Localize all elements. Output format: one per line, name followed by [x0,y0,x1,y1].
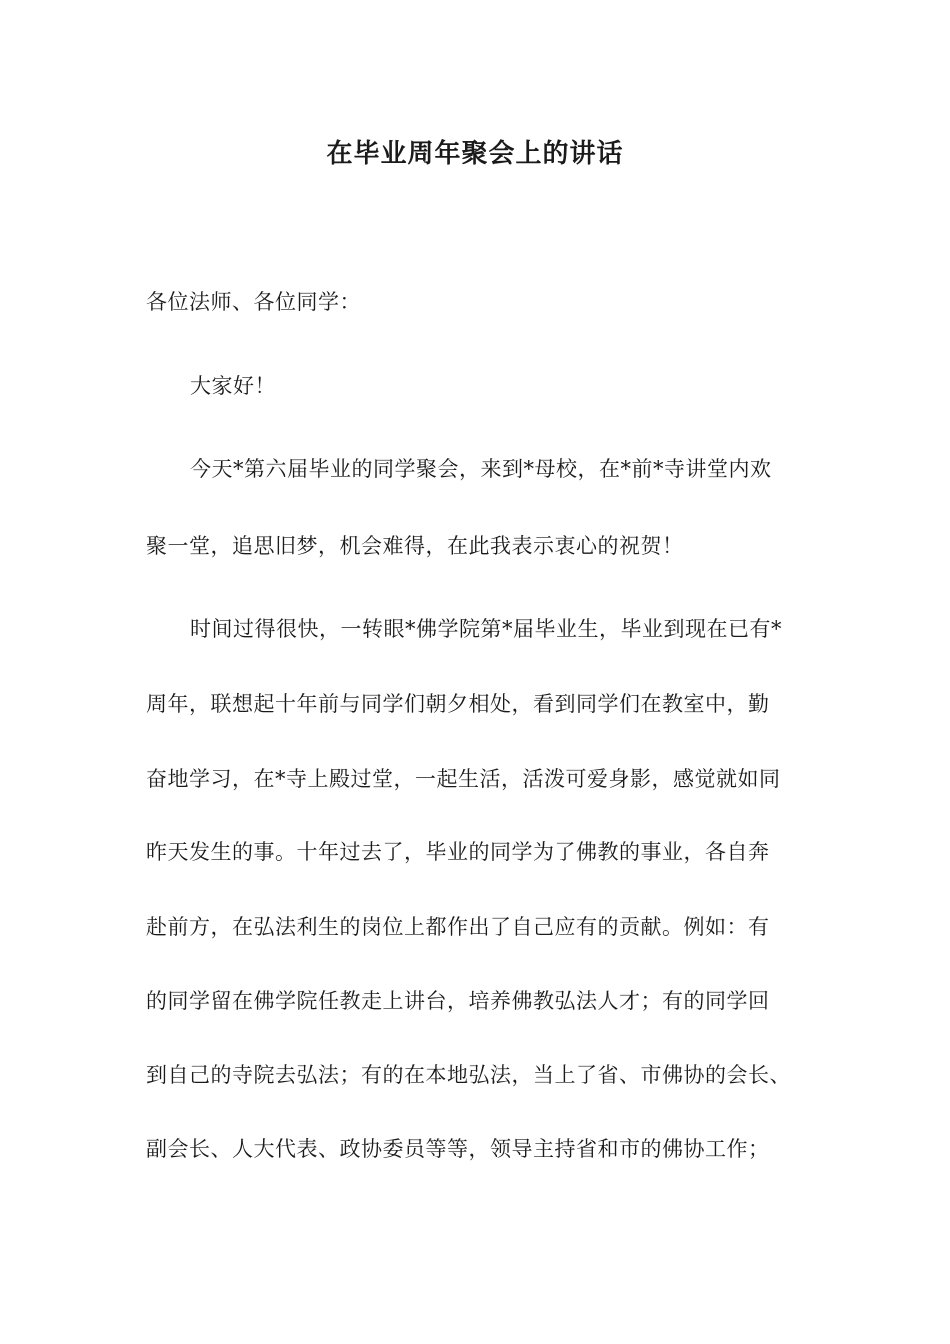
paragraph-line: 副会长、人大代表、政协委员等等，领导主持省和市的佛协工作； [146,1137,770,1161]
paragraph-line: 赴前方，在弘法利生的岗位上都作出了自己应有的贡献。例如：有 [146,915,770,939]
document-title: 在毕业周年聚会上的讲话 [326,139,624,169]
paragraph-line: 的同学留在佛学院任教走上讲台，培养佛教弘法人才；有的同学回 [146,989,770,1013]
paragraph-line: 到自己的寺院去弘法；有的在本地弘法，当上了省、市佛协的会长、 [146,1063,791,1087]
salutation: 各位法师、各位同学： [146,290,361,314]
paragraph-line: 聚一堂，追思旧梦，机会难得，在此我表示衷心的祝贺！ [146,534,684,558]
paragraph-line: 昨天发生的事。十年过去了，毕业的同学为了佛教的事业，各自奔 [146,840,770,864]
paragraph-line: 奋地学习，在*寺上殿过堂，一起生活，活泼可爱身影，感觉就如同 [146,767,781,791]
paragraph-line: 周年，联想起十年前与同学们朝夕相处，看到同学们在教室中，勤 [146,692,770,716]
paragraph-line: 时间过得很快，一转眼*佛学院第*届毕业生，毕业到现在已有* [190,617,782,641]
greeting: 大家好！ [190,374,276,398]
paragraph-line: 今天*第六届毕业的同学聚会，来到*母校，在*前*寺讲堂内欢 [190,457,772,481]
